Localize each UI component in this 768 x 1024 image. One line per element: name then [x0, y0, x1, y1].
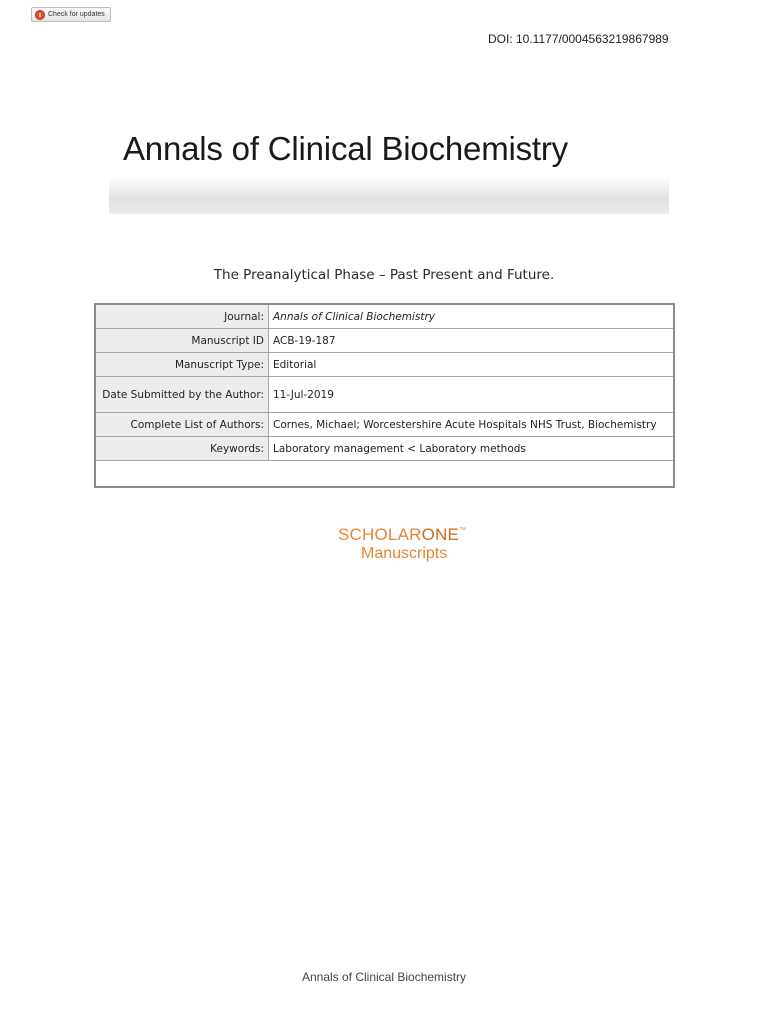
- table-row-journal: [95, 304, 674, 329]
- crossmark-icon: [35, 10, 45, 20]
- table-row-empty: [95, 461, 674, 488]
- page-footer: Annals of Clinical Biochemistry: [301, 970, 467, 984]
- authors-value: Cornes, Michael; Worcestershire Acute Hospitals NHS Trust, Biochemistry: [269, 413, 675, 437]
- table-row-manuscript-type: [95, 353, 674, 377]
- manuscript-type-value: Editorial: [269, 353, 675, 377]
- scholarone-wordmark: [338, 525, 478, 545]
- check-for-updates-button[interactable]: [31, 7, 111, 22]
- manuscript-id-value: ACB-19-187: [269, 329, 675, 353]
- manuscript-type-label: Manuscript Type:: [95, 353, 269, 377]
- keywords-label: Keywords:: [95, 437, 269, 461]
- table-row-keywords: [95, 437, 674, 461]
- scholarone-trademark: ™: [459, 527, 467, 534]
- empty-cell: [95, 461, 674, 488]
- table-row-date-submitted: [95, 377, 674, 413]
- banner-gradient: [109, 176, 669, 214]
- doi-text: DOI: 10.1177/0004563219867989: [488, 32, 669, 46]
- journal-label: Journal:: [95, 304, 269, 329]
- manuscript-id-label: Manuscript ID: [95, 329, 269, 353]
- keywords-value: Laboratory management < Laboratory methods: [269, 437, 675, 461]
- date-submitted-value: 11-Jul-2019: [269, 377, 675, 413]
- table-row-authors: [95, 413, 674, 437]
- paper-title: The Preanalytical Phase – Past Present and Future.: [213, 267, 555, 283]
- manuscript-metadata-table: [94, 303, 675, 488]
- table-row-manuscript-id: [95, 329, 674, 353]
- scholarone-scholar: SCHOLAR: [338, 525, 422, 544]
- authors-label: Complete List of Authors:: [95, 413, 269, 437]
- scholarone-manuscripts: Manuscripts: [361, 545, 448, 562]
- scholarone-logo: [338, 525, 478, 563]
- date-submitted-label: Date Submitted by the Author:: [95, 377, 269, 413]
- journal-banner-title: Annals of Clinical Biochemistry: [123, 130, 568, 167]
- check-for-updates-label: Check for updates: [48, 11, 105, 18]
- scholarone-one: ONE: [421, 525, 460, 544]
- journal-value: Annals of Clinical Biochemistry: [269, 304, 675, 329]
- journal-banner: [109, 120, 669, 214]
